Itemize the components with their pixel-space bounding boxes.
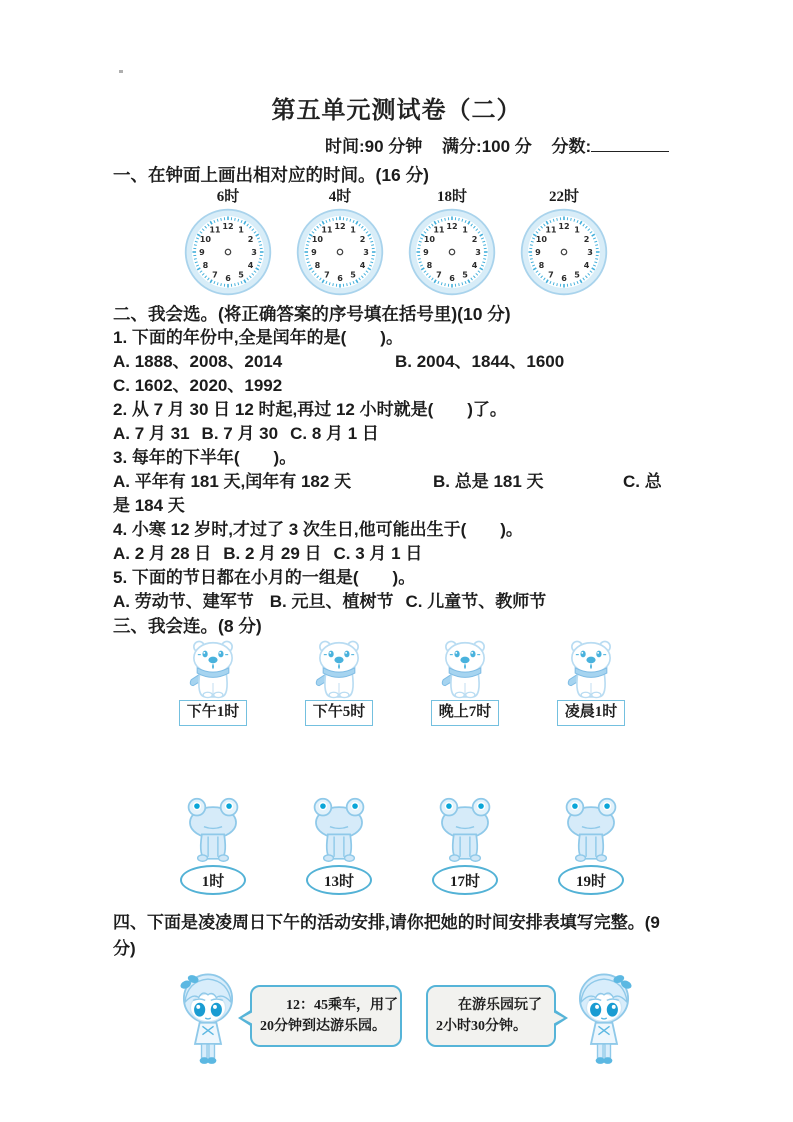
bear-time-label: 晚上7时 — [431, 700, 500, 726]
bear-icon — [432, 638, 498, 699]
bear-icon — [180, 638, 246, 699]
svg-text:1: 1 — [574, 224, 580, 235]
frog-time-label: 17时 — [432, 865, 498, 895]
svg-text:4: 4 — [471, 259, 478, 270]
bear-item — [402, 638, 528, 726]
frog-item — [276, 796, 402, 895]
svg-text:6: 6 — [337, 272, 343, 283]
q1-option-b: B. 2004、1844、1600 — [395, 352, 565, 371]
clock-face-icon — [295, 207, 385, 297]
clock-face-icon — [407, 207, 497, 297]
frog-time-label: 13时 — [306, 865, 372, 895]
q1-stem: 1. 下面的年份中,全是闰年的是( )。 — [113, 328, 403, 347]
girl-character-icon — [566, 967, 642, 1069]
q5-option-c: C. 儿童节、教师节 — [405, 592, 547, 611]
svg-text:3: 3 — [251, 246, 257, 257]
q1-options-row2 — [113, 374, 675, 398]
svg-text:12: 12 — [446, 220, 458, 231]
frog-time-label: 19时 — [558, 865, 624, 895]
svg-text:8: 8 — [538, 259, 545, 270]
section3-heading: 三、我会连。(8 分) — [113, 616, 262, 636]
svg-text:9: 9 — [535, 246, 541, 257]
q5-stem: 5. 下面的节日都在小月的一组是( )。 — [113, 568, 416, 587]
q2-option-c: C. 8 月 1 日 — [290, 424, 379, 443]
q3-stem: 3. 每年的下半年( )。 — [113, 448, 297, 467]
clock-item — [508, 188, 620, 302]
q3-option-c-tail: 是 184 天 — [113, 496, 185, 515]
q3-options-row2 — [113, 494, 675, 518]
girl-character-icon — [170, 967, 246, 1069]
bubble2-line1: 在游乐园玩了 — [458, 998, 542, 1013]
svg-text:4: 4 — [359, 259, 366, 270]
svg-text:10: 10 — [199, 233, 212, 244]
score-blank-line — [591, 135, 669, 152]
svg-text:4: 4 — [247, 259, 254, 270]
section4-heading: 四、下面是凌凌周日下午的活动安排,请你把她的时间安排表填写完整。(9 分) — [113, 913, 660, 958]
frog-icon — [304, 796, 374, 863]
svg-text:7: 7 — [324, 269, 330, 280]
frog-item — [402, 796, 528, 895]
q3-option-c-head: C. 总 — [623, 472, 662, 491]
bear-item — [528, 638, 654, 726]
frog-icon — [556, 796, 626, 863]
q1-options-row1 — [113, 350, 675, 374]
clock-face-icon — [519, 207, 609, 297]
svg-text:2: 2 — [359, 233, 366, 244]
frog-icon — [430, 796, 500, 863]
svg-text:9: 9 — [199, 246, 205, 257]
section1-heading: 一、在钟面上画出相对应的时间。(16 分) — [113, 165, 429, 185]
svg-text:7: 7 — [548, 269, 554, 280]
q2-option-b: B. 7 月 30 — [201, 424, 279, 443]
frog-icon — [178, 796, 248, 863]
svg-text:7: 7 — [436, 269, 442, 280]
svg-text:2: 2 — [583, 233, 590, 244]
svg-text:1: 1 — [350, 224, 356, 235]
clock-time-label: 18时 — [436, 189, 467, 205]
speech-bubble-travel — [250, 985, 402, 1047]
page-title: 第五单元测试卷（二） — [271, 98, 522, 124]
svg-text:11: 11 — [433, 224, 445, 235]
q1-option-c: C. 1602、2020、1992 — [113, 376, 283, 395]
exam-full-score: 满分:100 分 — [442, 137, 532, 156]
svg-text:5: 5 — [574, 269, 580, 280]
svg-text:3: 3 — [587, 246, 593, 257]
clock-time-label: 22时 — [548, 189, 579, 205]
svg-text:5: 5 — [350, 269, 356, 280]
clock-row — [172, 188, 675, 302]
q5-option-b: B. 元旦、植树节 — [269, 592, 394, 611]
bubble2-line2: 2小时30分钟。 — [436, 1019, 527, 1034]
q3-options-row1 — [113, 470, 675, 494]
bear-icon — [306, 638, 372, 699]
exam-time: 时间:90 分钟 — [325, 137, 423, 156]
svg-text:3: 3 — [475, 246, 481, 257]
q2-option-a: A. 7 月 31 — [113, 424, 190, 443]
bear-time-label: 下午5时 — [305, 700, 374, 726]
q4-options-row — [113, 542, 675, 566]
svg-text:12: 12 — [222, 220, 234, 231]
bear-icon — [558, 638, 624, 699]
q4-option-b: B. 2 月 29 日 — [223, 544, 322, 563]
svg-text:10: 10 — [535, 233, 548, 244]
q5-options-row — [113, 590, 675, 614]
svg-text:7: 7 — [212, 269, 218, 280]
svg-text:8: 8 — [314, 259, 321, 270]
q1-option-a: A. 1888、2008、2014 — [113, 352, 283, 371]
frog-item — [528, 796, 654, 895]
clock-face-icon — [183, 207, 273, 297]
svg-text:12: 12 — [558, 220, 570, 231]
bear-time-label: 凌晨1时 — [557, 700, 626, 726]
bear-row — [150, 638, 675, 726]
svg-text:8: 8 — [426, 259, 433, 270]
bear-time-label: 下午1时 — [179, 700, 248, 726]
svg-text:12: 12 — [334, 220, 346, 231]
svg-text:2: 2 — [471, 233, 478, 244]
svg-text:1: 1 — [462, 224, 468, 235]
exam-meta-line — [325, 132, 675, 157]
frog-time-label: 1时 — [180, 865, 246, 895]
q4-option-a: A. 2 月 28 日 — [113, 544, 212, 563]
svg-text:8: 8 — [202, 259, 209, 270]
svg-text:2: 2 — [247, 233, 254, 244]
svg-text:10: 10 — [423, 233, 436, 244]
q4-stem: 4. 小寒 12 岁时,才过了 3 次生日,他可能出生于( )。 — [113, 520, 523, 539]
clock-item — [396, 188, 508, 302]
svg-text:6: 6 — [449, 272, 455, 283]
svg-text:5: 5 — [462, 269, 468, 280]
svg-text:3: 3 — [363, 246, 369, 257]
q2-stem: 2. 从 7 月 30 日 12 时起,再过 12 小时就是( )了。 — [113, 400, 507, 419]
characters-row — [170, 967, 675, 1069]
clock-time-label: 4时 — [328, 189, 352, 205]
clock-time-label: 6时 — [216, 189, 240, 205]
q3-option-b: B. 总是 181 天 — [433, 472, 544, 491]
svg-text:11: 11 — [209, 224, 221, 235]
section2-heading: 二、我会选。(将正确答案的序号填在括号里)(10 分) — [113, 304, 511, 324]
svg-text:9: 9 — [311, 246, 317, 257]
speech-bubble-play — [426, 985, 556, 1047]
q2-options-row — [113, 422, 675, 446]
bear-item — [150, 638, 276, 726]
bubble1-line2: 20分钟到达游乐园。 — [260, 1019, 386, 1034]
svg-text:1: 1 — [238, 224, 244, 235]
q4-option-c: C. 3 月 1 日 — [333, 544, 423, 563]
scan-artifact-dot — [119, 70, 123, 73]
score-label: 分数: — [551, 137, 592, 156]
svg-text:5: 5 — [238, 269, 244, 280]
svg-text:6: 6 — [561, 272, 567, 283]
svg-text:11: 11 — [321, 224, 333, 235]
bubble1-line1: 12：45乘车，用了 — [286, 998, 398, 1013]
svg-text:10: 10 — [311, 233, 324, 244]
clock-item — [172, 188, 284, 302]
frog-row — [150, 796, 675, 895]
frog-item — [150, 796, 276, 895]
q3-option-a: A. 平年有 181 天,闰年有 182 天 — [113, 472, 352, 491]
svg-text:9: 9 — [423, 246, 429, 257]
clock-item — [284, 188, 396, 302]
svg-text:4: 4 — [583, 259, 590, 270]
svg-text:11: 11 — [545, 224, 557, 235]
bear-item — [276, 638, 402, 726]
q5-option-a: A. 劳动节、建军节 — [113, 592, 254, 611]
svg-text:6: 6 — [225, 272, 231, 283]
